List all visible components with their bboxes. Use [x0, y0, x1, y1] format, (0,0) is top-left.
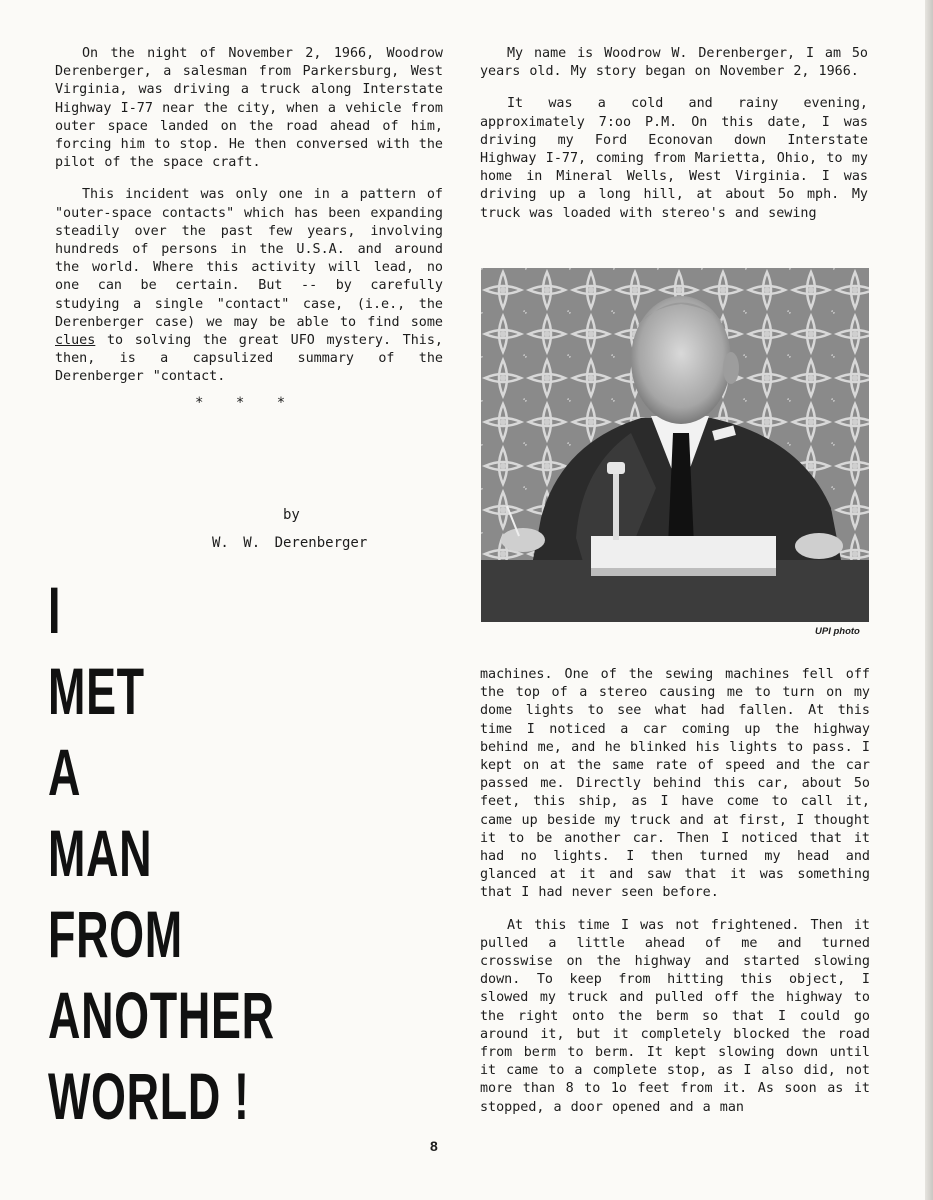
page-edge-shadow	[925, 0, 933, 1200]
portrait-photo	[481, 268, 869, 622]
headline-line: ANOTHER	[48, 978, 275, 1052]
photo-credit: UPI photo	[815, 626, 860, 637]
story-paragraph: machines. One of the sewing machines fell off the top of a stereo causing me to turn on my dome lights to see what had fallen. At this time I noticed a car coming up the highway behind me, and he blinked his lights to pass. I kept on at the same rate of speed and the car passed me. Directly behind this car, about 5o feet, this ship, as I have come to call it, came up beside my truck and at first, I thought it to be another car. Then I noticed that it had no lights. I then turned my head and glanced at it and saw that it was something that I had never seen before.	[480, 667, 870, 901]
headline-line: MAN	[48, 816, 153, 890]
byline-author: W. W. Derenberger	[212, 535, 368, 551]
page-number: 8	[430, 1138, 438, 1154]
portrait-photo-image	[481, 268, 869, 622]
story-paragraph: It was a cold and rainy evening, approximately 7:oo P.M. On this date, I was driving my Ford Econovan down Interstate Highway I-77, coming from Marietta, Ohio, to my home in Mineral Wells, West Virginia. I was driving up a long hill, at about 5o mph. My truck was loaded with stereo's and sewing	[480, 96, 868, 221]
intro-summary	[55, 45, 443, 401]
story-paragraph: At this time I was not frightened. Then it pulled a little ahead of me and turned crosswise on the highway and started slowing down. To keep from hitting this object, I slowed my truck and pulled off the highway to the right onto the berm so that I could go around it, but it completely blocked the road from berm to berm. It kept slowing down until it came to a complete stop, as I also did, not more than 8 to 1o feet from it. As soon as it stopped, a door opened and a man	[480, 917, 870, 1115]
headline-line: I	[48, 573, 62, 647]
byline-by: by	[283, 507, 300, 523]
story-paragraph: My name is Woodrow W. Derenberger, I am 5o years old. My story began on November 2, 1966.	[480, 46, 868, 80]
headline-line: WORLD !	[48, 1059, 250, 1133]
clues-underlined-word: clues	[55, 333, 96, 349]
headline-line: MET	[48, 654, 145, 728]
intro-paragraph-2	[55, 186, 443, 386]
intro-text: This incident was only one in a pattern of "outer-space contacts" which has been expanding steadily over the past few years, involving hundreds of persons in the U.S.A. and around the world. Where this activity will lead, no one can be certain. But -- by carefully studying a single "contact" case, (i.e., the Derenberger case) we may be able to find some	[55, 187, 443, 330]
section-separator: * * *	[195, 395, 286, 411]
intro-text: to solving the great UFO mystery. This, then, is a capsulized summary of the Derenberger "contact.	[55, 333, 443, 385]
headline-line: FROM	[48, 897, 183, 971]
story-column-top	[480, 45, 868, 237]
article-headline	[48, 570, 275, 1137]
story-column-bottom	[480, 666, 870, 1131]
headline-line: A	[48, 735, 82, 809]
intro-paragraph-1: On the night of November 2, 1966, Woodrow Derenberger, a salesman from Parkersburg, West Virginia, was driving a truck along Interstate Highway I-77 near the city, when a vehicle from outer space landed on the road ahead of him, forcing him to stop. He then conversed with the pilot of the space craft.	[55, 46, 443, 171]
